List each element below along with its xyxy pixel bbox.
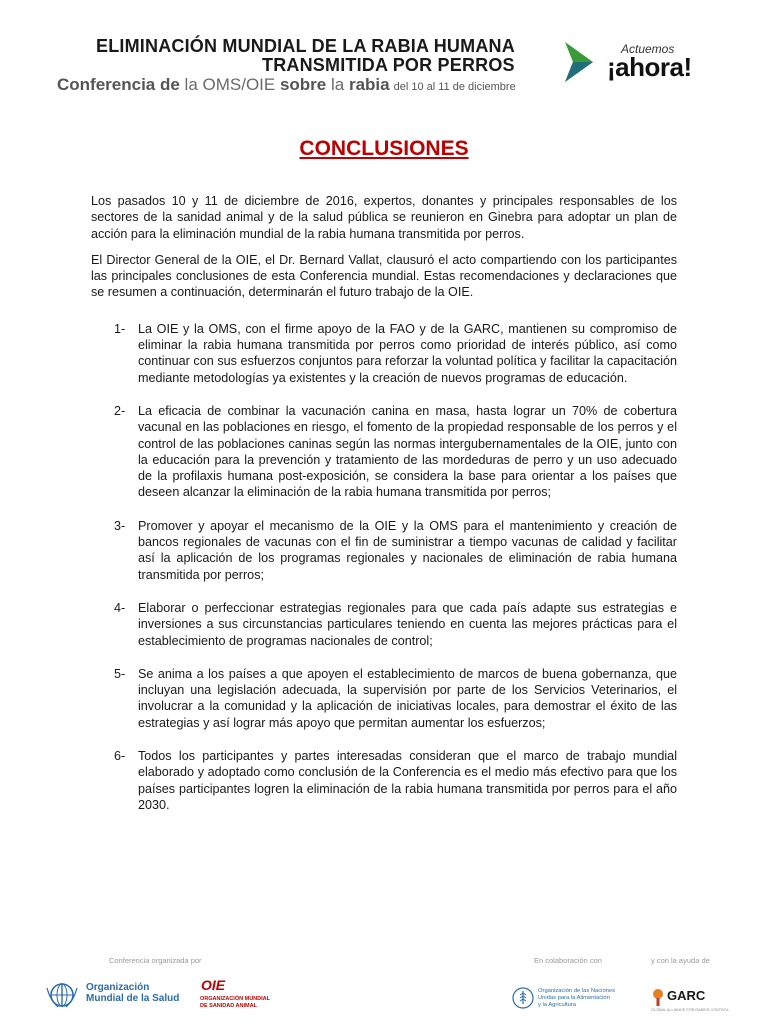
conclusion-number: 1- bbox=[114, 321, 126, 336]
conclusion-number: 4- bbox=[114, 600, 126, 615]
subtitle-sobre: sobre bbox=[275, 75, 331, 94]
fao-line1: Organización de las Naciones bbox=[538, 988, 616, 994]
conclusion-text: La OIE y la OMS, con el firme apoyo de la FAO y de la GARC, mantienen su compromiso de eliminar la rabia humana transmitida por perros como prioridad de interés público, así como continuar con sus esfuerzos conjuntos para reforzar la voluntad política y facilitar la capacitación mediante metodologías ya existentes y la creación de nuevos programas de educación. bbox=[138, 321, 677, 385]
document-title: CONCLUSIONES bbox=[299, 137, 469, 160]
footer-organized-by: Conferencia organizada por bbox=[109, 956, 202, 965]
oie-line2: DE SANIDAD ANIMAL bbox=[200, 1002, 257, 1009]
conclusion-item bbox=[91, 666, 677, 731]
subtitle-la: la bbox=[330, 75, 349, 94]
fao-emblem-icon bbox=[512, 987, 534, 1009]
subtitle-dates: del 10 al 11 de diciembre bbox=[393, 81, 516, 93]
garc-emblem-icon bbox=[651, 987, 665, 1007]
page-footer bbox=[0, 950, 768, 1024]
conclusion-item bbox=[91, 403, 677, 501]
header-title-line1: ELIMINACIÓN MUNDIAL DE LA RABIA HUMANA bbox=[96, 36, 515, 56]
garc-logo-text: GARC bbox=[667, 988, 706, 1003]
conclusion-text: Promover y apoyar el mecanismo de la OIE y la OMS para el mantenimiento y creación de bancos regionales de vacunas con el fin de suministrar a tiempo vacunas de calidad y facilitar así la aplicación de los programas regionales y nacionales de eliminación de rabia humana transmitida por perros; bbox=[138, 518, 677, 582]
subtitle-rabia: rabia bbox=[348, 75, 390, 94]
oie-logo-mark: OIE bbox=[201, 977, 226, 993]
logo-ahora-text: ¡ahora! bbox=[607, 52, 692, 82]
fao-line2: Unidas para la Alimentación bbox=[538, 994, 610, 1001]
subtitle-de: de bbox=[155, 75, 185, 94]
intro-paragraph-2: El Director General de la OIE, el Dr. Bernard Vallat, clausuró el acto compartiendo con los participantes las principales conclusiones de esta Conferencia mundial. Estas recomendaciones y declaraciones que se resumen a continuación, determinarán el futuro trabajo de la OIE. bbox=[91, 252, 677, 300]
who-line2: Mundial de la Salud bbox=[86, 993, 180, 1004]
conclusion-number: 6- bbox=[114, 749, 126, 764]
subtitle-conferencia: Conferencia bbox=[57, 75, 156, 94]
conclusion-number: 3- bbox=[114, 518, 126, 533]
page-header bbox=[0, 0, 768, 110]
oie-logo-text bbox=[200, 996, 270, 1009]
footer-support: y con la ayuda de bbox=[651, 956, 710, 965]
fao-logo-text bbox=[538, 988, 615, 1008]
header-title-line2: TRANSMITIDA POR PERROS bbox=[262, 55, 515, 75]
conclusion-number: 2- bbox=[114, 403, 126, 418]
fao-line3: y la Agricultura bbox=[538, 1001, 577, 1008]
footer-collaboration: En colaboración con bbox=[534, 956, 602, 965]
who-emblem-icon bbox=[44, 980, 80, 1010]
oie-line1: ORGANIZACIÓN MUNDIAL bbox=[200, 996, 270, 1002]
conclusions-list bbox=[91, 321, 677, 813]
conclusion-item bbox=[91, 600, 677, 649]
subtitle-la-oms-oie: la OMS/OIE bbox=[184, 75, 276, 94]
conclusion-text: Elaborar o perfeccionar estrategias regionales para que cada país adapte sus estrategias e inversiones a sus circunstancias particulares teniendo en cuenta las mejores prácticas para el establecimiento de programas nacionales de control; bbox=[138, 600, 677, 648]
header-subtitle bbox=[57, 75, 516, 95]
who-line1: Organización bbox=[86, 982, 150, 993]
conclusion-item bbox=[91, 518, 677, 583]
conclusion-text: La eficacia de combinar la vacunación canina en masa, hasta lograr un 70% de cobertura vacunal en las poblaciones en riesgo, el fomento de la propiedad responsable de los perros y el control de las poblaciones caninas según las normas intergubernamentales de la OIE, junto con la educación para la prevención y tratamiento de las mordeduras de perro y un uso adecuado de la profilaxis humana post-exposición, se considera la base para orientar a los países que deseen alcanzar la eliminación de la rabia humana transmitida por perros; bbox=[138, 403, 677, 500]
garc-logo-subtext: GLOBAL ALLIANCE FOR RABIES CONTROL bbox=[651, 1008, 729, 1012]
conclusion-text: Todos los participantes y partes interesadas consideran que el marco de trabajo mundial elaborado y adoptado como conclusión de la Conferencia es el medio más efectivo para que los países participantes logren la eliminación de la rabia humana transmitida por perros para el año 2030. bbox=[138, 749, 677, 812]
document-body bbox=[91, 193, 677, 830]
conclusion-item bbox=[91, 748, 677, 813]
logo-actuemos-text: Actuemos bbox=[621, 42, 675, 56]
conclusion-number: 5- bbox=[114, 666, 126, 681]
intro-paragraph-1: Los pasados 10 y 11 de diciembre de 2016, expertos, donantes y principales responsables de los sectores de la sanidad animal y de la salud pública se reunieron en Ginebra para adoptar un plan de acción para la eliminación mundial de la rabia humana transmitida por perros. bbox=[91, 194, 677, 241]
conclusion-text: Se anima a los países a que apoyen el establecimiento de marcos de buena gobernanza, que incluyan una legislación adecuada, la supervisión por parte de los Servicios Veterinarios, el involucrar a la comunidad y la aplicación de iniciativas locales, para demostrar el éxito de las estrategias y así lograr más apoyo que permitan aumentar los esfuerzos; bbox=[138, 666, 677, 730]
who-logo-text bbox=[86, 982, 179, 1004]
conclusion-item bbox=[91, 321, 677, 386]
